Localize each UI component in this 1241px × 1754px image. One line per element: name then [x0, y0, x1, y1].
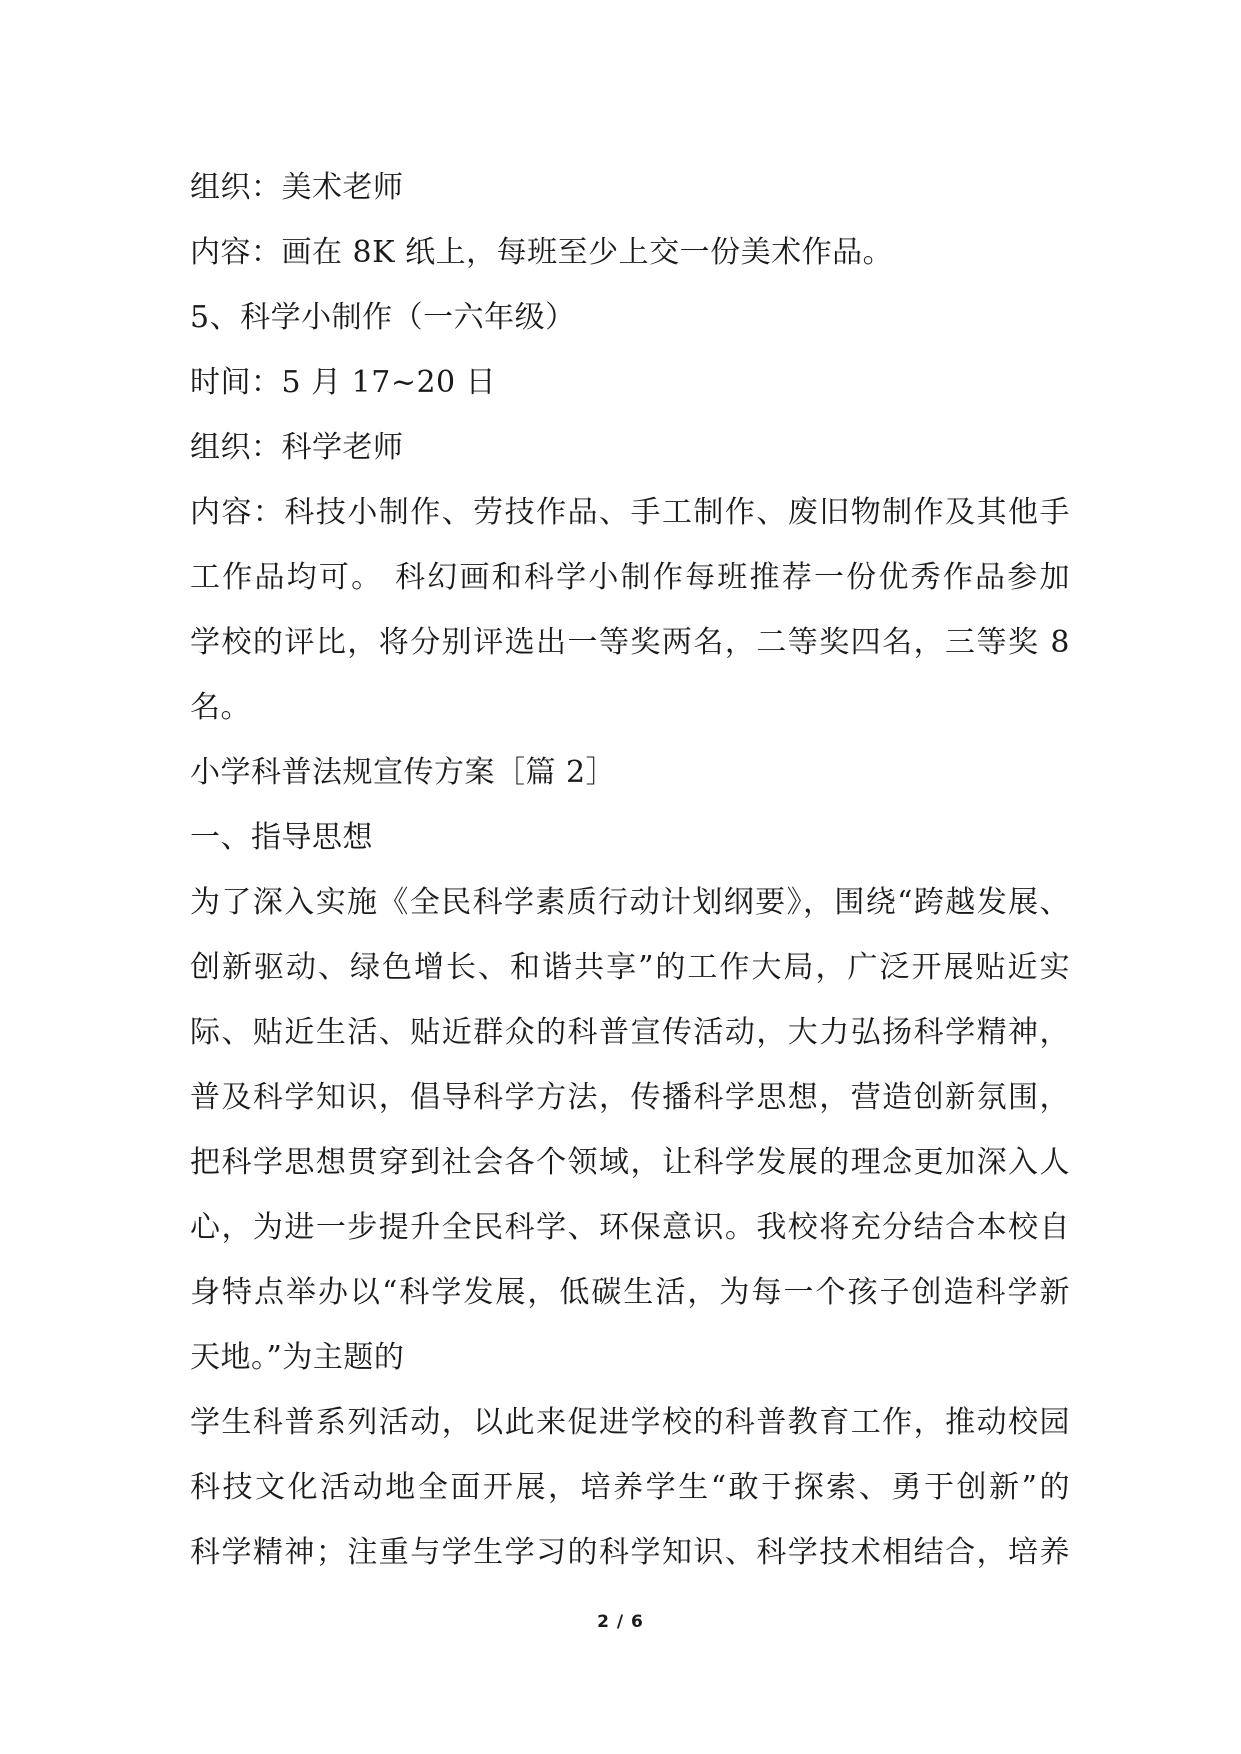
paragraph-line-1: 为了深入实施《全民科学素质行动计划纲要》，围绕“跨越发展、	[190, 885, 1070, 920]
paragraph-2-line-1: 学生科普系列活动，以此来促进学校的科普教育工作，推动校园	[190, 1405, 1070, 1440]
text-line-organizer-science: 组织：科学老师	[190, 430, 404, 465]
paragraph-line-7: 身特点举办以“科学发展，低碳生活，为每一个孩子创造科学新	[190, 1275, 1070, 1310]
text-line-content-science-3: 学校的评比，将分别评选出一等奖两名，二等奖四名，三等奖 8	[190, 625, 1070, 660]
paragraph-2-line-3: 科学精神；注重与学生学习的科学知识、科学技术相结合，培养	[190, 1535, 1070, 1570]
document-body	[190, 155, 1070, 1585]
text-line-content-science-1: 内容：科技小制作、劳技作品、手工制作、废旧物制作及其他手	[190, 495, 1070, 530]
section-heading-guiding-thought: 一、指导思想	[190, 820, 373, 855]
text-line-content-art: 内容：画在 8K 纸上，每班至少上交一份美术作品。	[190, 235, 894, 270]
page-number: 2 / 6	[597, 1612, 644, 1632]
text-line-time: 时间：5 月 17~20 日	[190, 365, 497, 400]
paragraph-line-4: 普及科学知识，倡导科学方法，传播科学思想，营造创新氛围，	[190, 1080, 1070, 1115]
paragraph-line-5: 把科学思想贯穿到社会各个领域，让科学发展的理念更加深入人	[190, 1145, 1070, 1180]
text-line-organizer-art: 组织：美术老师	[190, 170, 404, 205]
paragraph-line-3: 际、贴近生活、贴近群众的科普宣传活动，大力弘扬科学精神，	[190, 1015, 1070, 1050]
paragraph-line-6: 心，为进一步提升全民科学、环保意识。我校将充分结合本校自	[190, 1210, 1070, 1245]
text-line-content-science-2: 工作品均可。 科幻画和科学小制作每班推荐一份优秀作品参加	[190, 560, 1070, 595]
section-title-part-2: 小学科普法规宣传方案［篇 2］	[190, 755, 617, 790]
paragraph-line-2: 创新驱动、绿色增长、和谐共享”的工作大局，广泛开展贴近实	[190, 950, 1070, 985]
text-line-content-science-4: 名。	[190, 690, 251, 725]
paragraph-line-8: 天地。”为主题的	[190, 1340, 405, 1375]
paragraph-2-line-2: 科技文化活动地全面开展，培养学生“敢于探索、勇于创新”的	[190, 1470, 1070, 1505]
text-line-section-science-craft: 5、科学小制作（一六年级）	[190, 300, 576, 335]
